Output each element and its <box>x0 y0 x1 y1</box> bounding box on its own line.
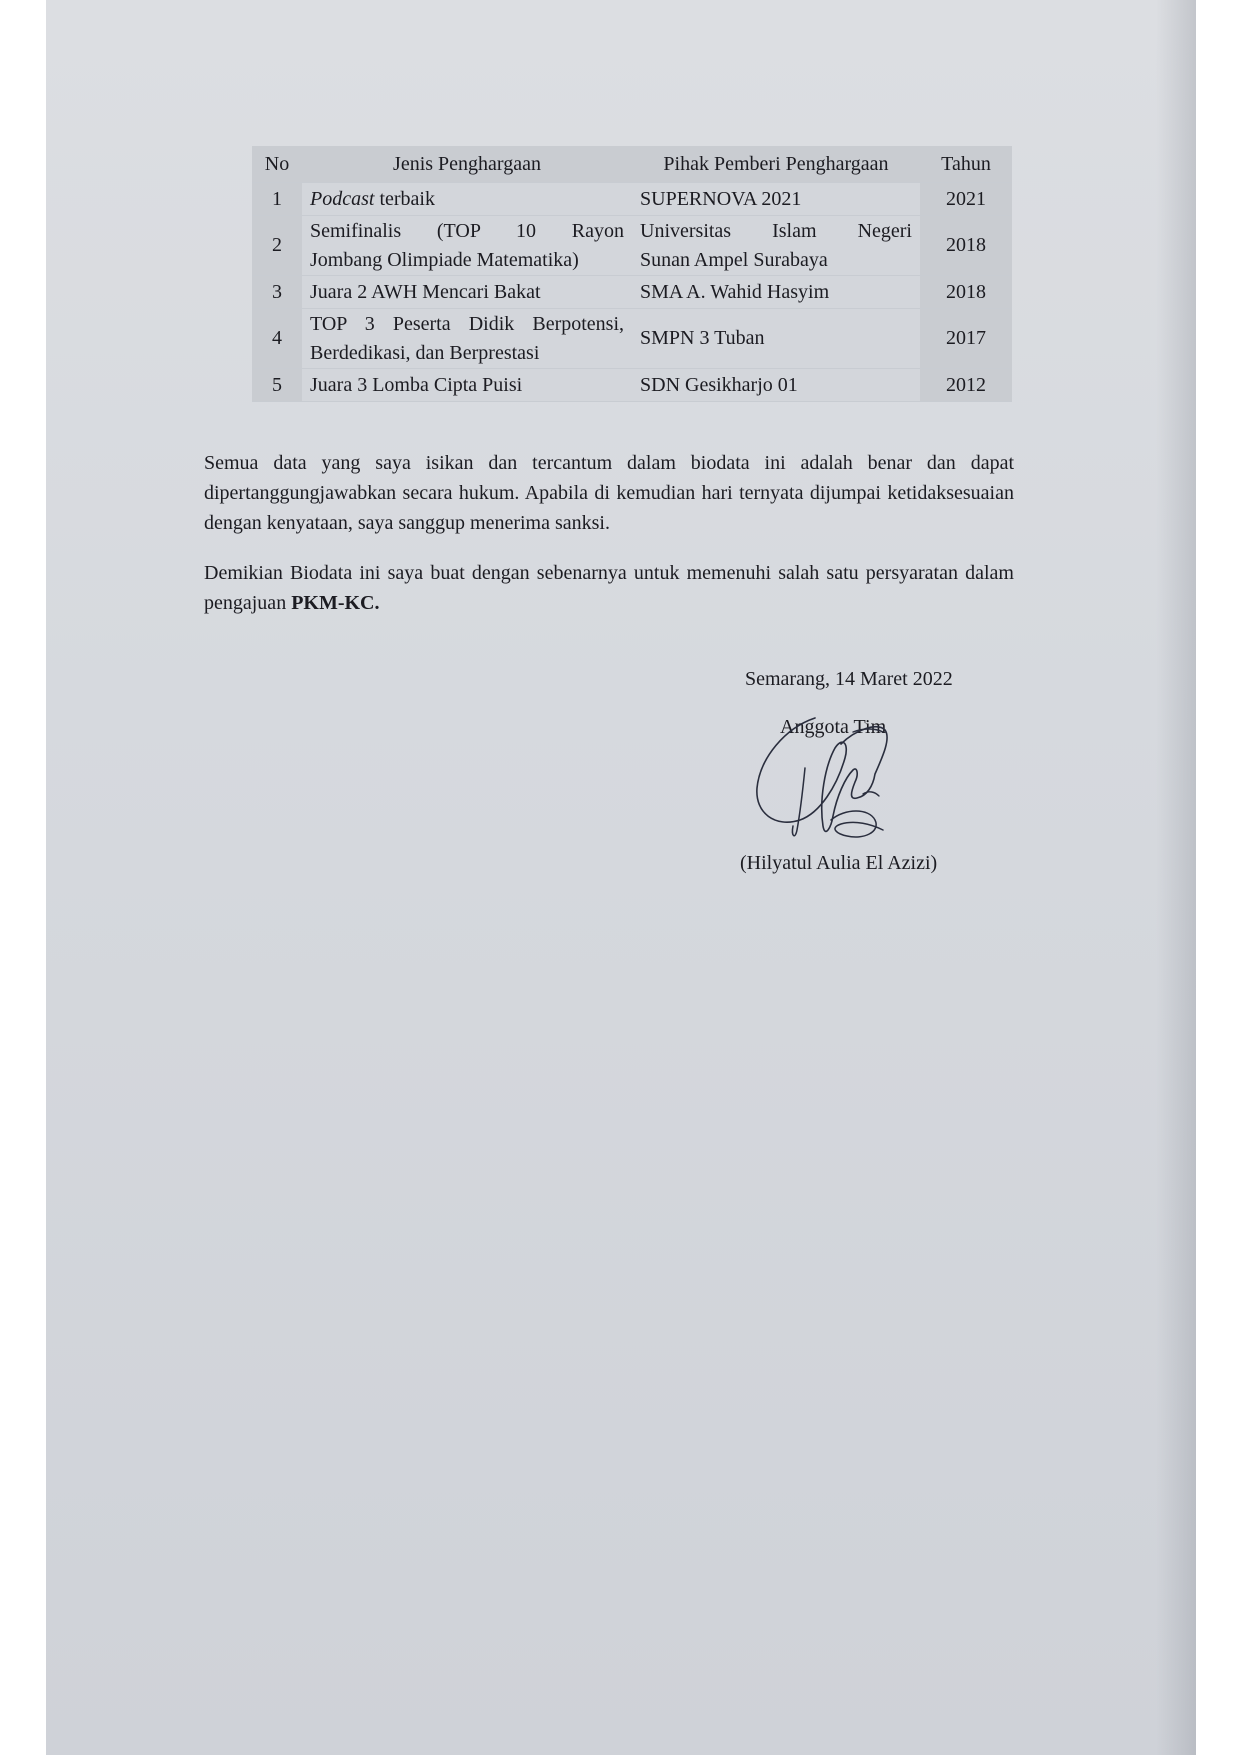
row-number: 4 <box>252 309 302 369</box>
award-name <box>302 183 632 216</box>
award-year: 2017 <box>920 309 1012 369</box>
award-name-line-1: TOP 3 Peserta Didik Berpotensi, <box>310 312 624 335</box>
header-year: Tahun <box>920 146 1012 183</box>
place-and-date: Semarang, 14 Maret 2022 <box>745 668 953 690</box>
award-giver-line-2: Sunan Ampel Surabaya <box>640 248 828 271</box>
award-giver-line-1: Universitas Islam Negeri <box>640 219 912 242</box>
award-name-italic: Podcast <box>310 187 375 210</box>
table-row <box>252 276 1012 309</box>
row-number: 5 <box>252 369 302 402</box>
header-award-giver: Pihak Pemberi Penghargaan <box>632 146 920 183</box>
statement-paragraph-2 <box>204 558 1014 618</box>
row-number: 3 <box>252 276 302 309</box>
award-giver: SUPERNOVA 2021 <box>632 183 920 216</box>
award-giver <box>632 216 920 276</box>
award-name-line-2: Jombang Olimpiade Matematika) <box>310 248 579 271</box>
award-name: Juara 2 AWH Mencari Bakat <box>302 276 632 309</box>
award-name: Juara 3 Lomba Cipta Puisi <box>302 369 632 402</box>
table-row <box>252 369 1012 402</box>
table-row <box>252 309 1012 369</box>
award-year: 2018 <box>920 216 1012 276</box>
signer-role: Anggota Tim <box>780 716 887 738</box>
awards-table-header <box>252 146 1012 183</box>
award-giver: SMPN 3 Tuban <box>632 309 920 369</box>
award-giver: SDN Gesikharjo 01 <box>632 369 920 402</box>
table-row <box>252 216 1012 276</box>
award-year: 2012 <box>920 369 1012 402</box>
signer-name: (Hilyatul Aulia El Azizi) <box>740 852 938 874</box>
award-giver: SMA A. Wahid Hasyim <box>632 276 920 309</box>
header-award-type: Jenis Penghargaan <box>302 146 632 183</box>
handwritten-signature-icon <box>745 708 905 858</box>
program-name-bold: PKM-KC. <box>291 592 380 614</box>
document-content <box>204 146 1014 618</box>
row-number: 1 <box>252 183 302 216</box>
awards-table-header-row <box>252 146 1012 183</box>
awards-table-body <box>252 183 1012 402</box>
row-number: 2 <box>252 216 302 276</box>
paper-edge-shadow <box>1156 0 1196 1755</box>
award-name-line-1: Semifinalis (TOP 10 Rayon <box>310 219 624 242</box>
award-name-rest: terbaik <box>374 187 435 210</box>
statement-paragraph-2-text: Demikian Biodata ini saya buat dengan sebenarnya untuk memenuhi salah satu persyaratan dalam pengajuan <box>204 562 1014 614</box>
award-name <box>302 309 632 369</box>
header-no: No <box>252 146 302 183</box>
awards-table <box>252 146 1012 402</box>
award-year: 2021 <box>920 183 1012 216</box>
table-row <box>252 183 1012 216</box>
award-name-line-2: Berdedikasi, dan Berprestasi <box>310 341 540 364</box>
award-name <box>302 216 632 276</box>
statement-paragraph-1: Semua data yang saya isikan dan tercantum dalam biodata ini adalah benar dan dapat dipertanggungjawabkan secara hukum. Apabila di kemudian hari ternyata dijumpai ketidaksesuaian dengan kenyataan, saya sanggup menerima sanksi. <box>204 452 1014 534</box>
award-year: 2018 <box>920 276 1012 309</box>
